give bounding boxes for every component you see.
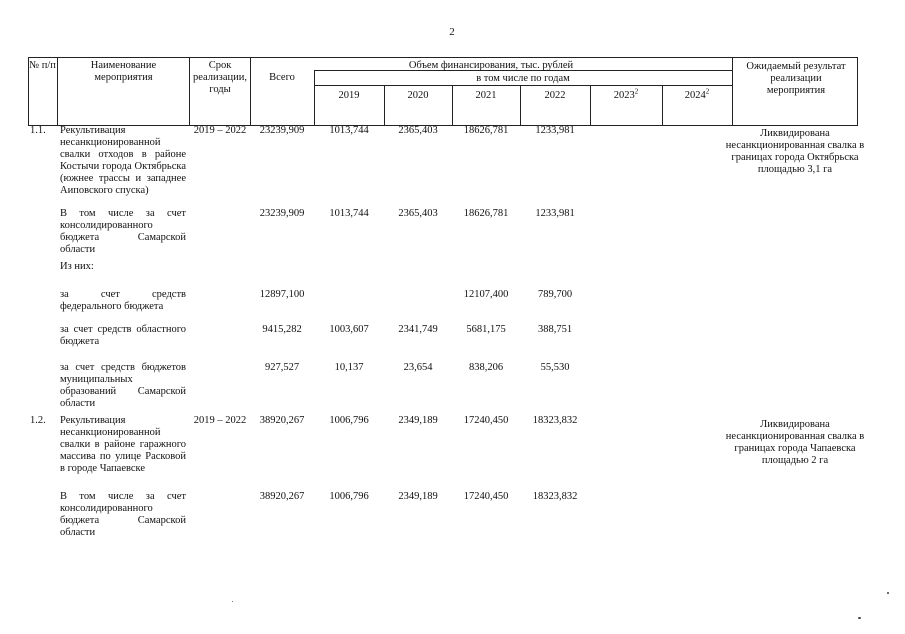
row-2022: 1233,981 (535, 208, 575, 219)
row-2022: 388,751 (537, 324, 573, 335)
row-term: 2019 – 2022 (193, 125, 247, 136)
row-name: В том числе за счет консолидированного бюджета Самарской области (60, 208, 186, 255)
row-2019: 1003,607 (329, 324, 369, 335)
header-years-rule (314, 85, 732, 86)
scan-speck (887, 592, 889, 594)
scan-speck (858, 617, 861, 619)
row-2021: 18626,781 (463, 208, 509, 219)
row-2022: 18323,832 (532, 491, 578, 502)
row-2021: 12107,400 (463, 289, 509, 300)
row-2019: 1013,744 (329, 208, 369, 219)
row-name: за счет средств бюджетов муниципальных образований Самарской области (60, 362, 186, 409)
header-funding: Объем финансирования, тыс. рублей (408, 60, 574, 71)
header-term: Срок реализации, годы (193, 60, 247, 95)
row-2022: 1233,981 (535, 125, 575, 136)
row-num: 1.2. (30, 415, 46, 426)
header-year-2022: 2022 (544, 90, 566, 101)
row-name: Рекультивация несанкционированной свалки в районе гаражного массива по улице Расковой в городе Чапаевске (60, 415, 186, 474)
header-top-rule (28, 57, 858, 58)
row-total: 9415,282 (262, 324, 302, 335)
row-2019: 1006,796 (329, 415, 369, 426)
row-2020: 2341,749 (398, 324, 438, 335)
header-divider (732, 57, 733, 126)
row-term: 2019 – 2022 (193, 415, 247, 426)
row-name: за счет средств федерального бюджета (60, 289, 186, 312)
row-2021: 17240,450 (463, 415, 509, 426)
row-name: за счет средств областного бюджета (60, 324, 186, 347)
row-total: 38920,267 (259, 491, 305, 502)
row-2021: 18626,781 (463, 125, 509, 136)
row-result: Ликвидирована несанкционированная свалка в границах города Октябрьска площадью 3,1 га (725, 128, 865, 175)
row-2020: 23,654 (403, 362, 433, 373)
row-name: В том числе за счет консолидированного бюджета Самарской области (60, 491, 186, 538)
row-total: 38920,267 (259, 415, 305, 426)
header-divider (57, 57, 58, 126)
header-year-2020: 2020 (407, 90, 429, 101)
header-name: Наименование мероприятия (90, 60, 157, 83)
header-by-years: в том числе по годам (476, 73, 570, 84)
row-2019: 1006,796 (329, 491, 369, 502)
header-divider (857, 57, 858, 126)
row-name: Рекультивация несанкционированной свалки отходов в районе Костычи города Октябрьска (южнее трассы и западнее Аиповского спуска) (60, 125, 186, 196)
row-2020: 2349,189 (398, 491, 438, 502)
row-total: 927,527 (264, 362, 300, 373)
row-2022: 789,700 (537, 289, 573, 300)
scan-speck (232, 601, 233, 602)
header-num: № п/п (29, 60, 56, 71)
row-total: 23239,909 (259, 125, 305, 136)
row-2021: 838,206 (468, 362, 504, 373)
row-2022: 18323,832 (532, 415, 578, 426)
header-year-2023: 2023$^2$ (613, 87, 639, 101)
row-total: 23239,909 (259, 208, 305, 219)
row-2019: 1013,744 (329, 125, 369, 136)
header-year-2021: 2021 (475, 90, 497, 101)
row-2021: 5681,175 (466, 324, 506, 335)
page-number: 2 (449, 26, 455, 38)
header-year-2019: 2019 (338, 90, 360, 101)
header-year-2024: 2024$^2$ (684, 87, 710, 101)
row-result: Ликвидирована несанкционированная свалка в границах города Чапаевска площадью 2 га (725, 419, 865, 466)
row-num: 1.1. (30, 125, 46, 136)
row-2020: 2349,189 (398, 415, 438, 426)
header-total: Всего (269, 72, 295, 83)
row-2022: 55,530 (540, 362, 570, 373)
header-result: Ожидаемый результат реализации мероприятия (746, 61, 846, 96)
row-2020: 2365,403 (398, 125, 438, 136)
row-name: Из них: (60, 261, 94, 272)
row-2020: 2365,403 (398, 208, 438, 219)
row-total: 12897,100 (259, 289, 305, 300)
row-2021: 17240,450 (463, 491, 509, 502)
row-2019: 10,137 (334, 362, 364, 373)
